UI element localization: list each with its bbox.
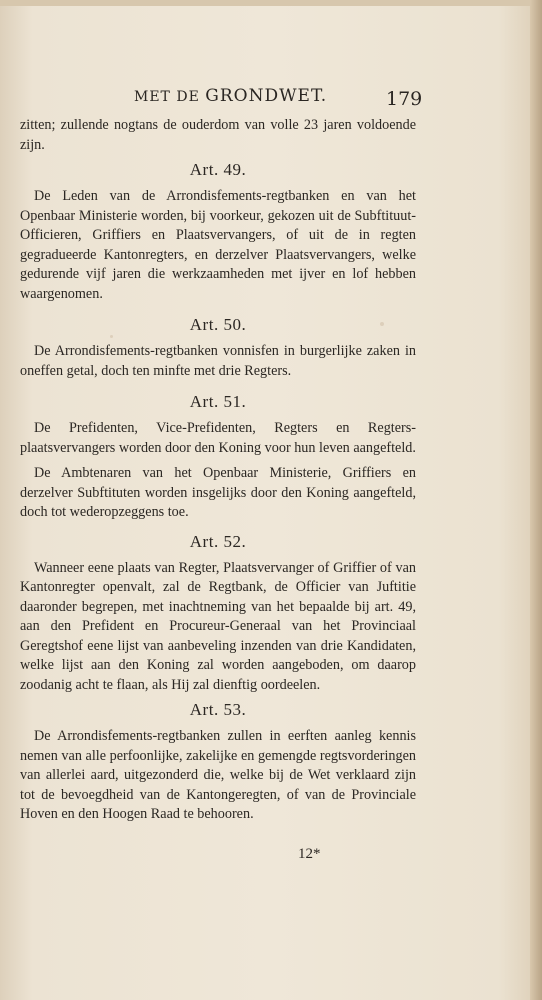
paragraph-article-49: De Leden van de Arrondisfements-regtbanken en van het Openbaar Ministerie worden, bij voorkeur, gekozen uit de Subftituut-Officieren, Griffiers en Plaatsvervangers, of uit de in regten gegradueerde Kantonregters, en derzelver Plaatsvervangers, welke gedurende vijf jaren die werkzaamheden met ijver en lof hebben waargenomen. [20, 188, 416, 302]
running-title-prefix: MET DE [134, 89, 200, 105]
paragraph-article-51b: De Ambtenaren van het Openbaar Ministerie, Griffiers en derzelver Subftituten worden insgelijks door den Koning aangefteld, doch tot wederopzeggens toe. [20, 465, 416, 520]
running-header [0, 86, 542, 110]
paragraph-continuation: zitten; zullende nogtans de ouderdom van volle 23 jaren voldoende zijn. [20, 117, 416, 153]
article-heading-49: Art. 49. [189, 160, 247, 179]
main-text [20, 116, 416, 825]
paragraph-article-51a: De Prefidenten, Vice-Prefidenten, Regters en Regters-plaatsvervangers worden door den Koning voor hun leven aangefteld. [20, 420, 416, 456]
article-heading-52: Art. 52. [189, 531, 247, 551]
running-title [134, 86, 327, 106]
article-heading-50: Art. 50. [189, 315, 247, 334]
page-number: 179 [386, 88, 423, 110]
paragraph-article-50: De Arrondisfements-regtbanken vonnisfen in burgerlijke zaken in oneffen getal, doch ten minfte met drie Regters. [20, 343, 416, 379]
paragraph-article-53: De Arrondisfements-regtbanken zullen in eerften aanleg kennis nemen van alle perfoonlijke, zakelijke en gemengde regtsvorderingen van allerlei aard, uitgezonderd die, welke bij de Wet verklaard zijn tot de bevoegdheid van de Kantongeregten, of van de Provinciale Hoven en den Hoogen Raad te behooren. [20, 728, 416, 822]
paragraph-article-52: Wanneer eene plaats van Regter, Plaatsvervanger of Griffier of van Kantonregter openvalt, zal de Regtbank, de Officier van Juftitie daaronder begrepen, met inachtneming van het bepaalde bij art. 49, aan den Prefident en Procureur-Generaal van het Provinciaal Geregtshof eene lijst van aanbeveling inzenden van drie Kandidaten, welke lijst aan den Koning zal worden aangeboden, om daarop zoodanig acht te flaan, als Hij zal dienftig oordeelen. [20, 559, 416, 693]
page-right-edge [530, 0, 542, 1000]
signature-mark: 12* [298, 846, 321, 862]
page-top-edge [0, 0, 542, 6]
article-heading-53: Art. 53. [189, 700, 247, 719]
running-title-main: GRONDWET. [205, 86, 328, 106]
article-heading-51: Art. 51. [189, 392, 247, 411]
